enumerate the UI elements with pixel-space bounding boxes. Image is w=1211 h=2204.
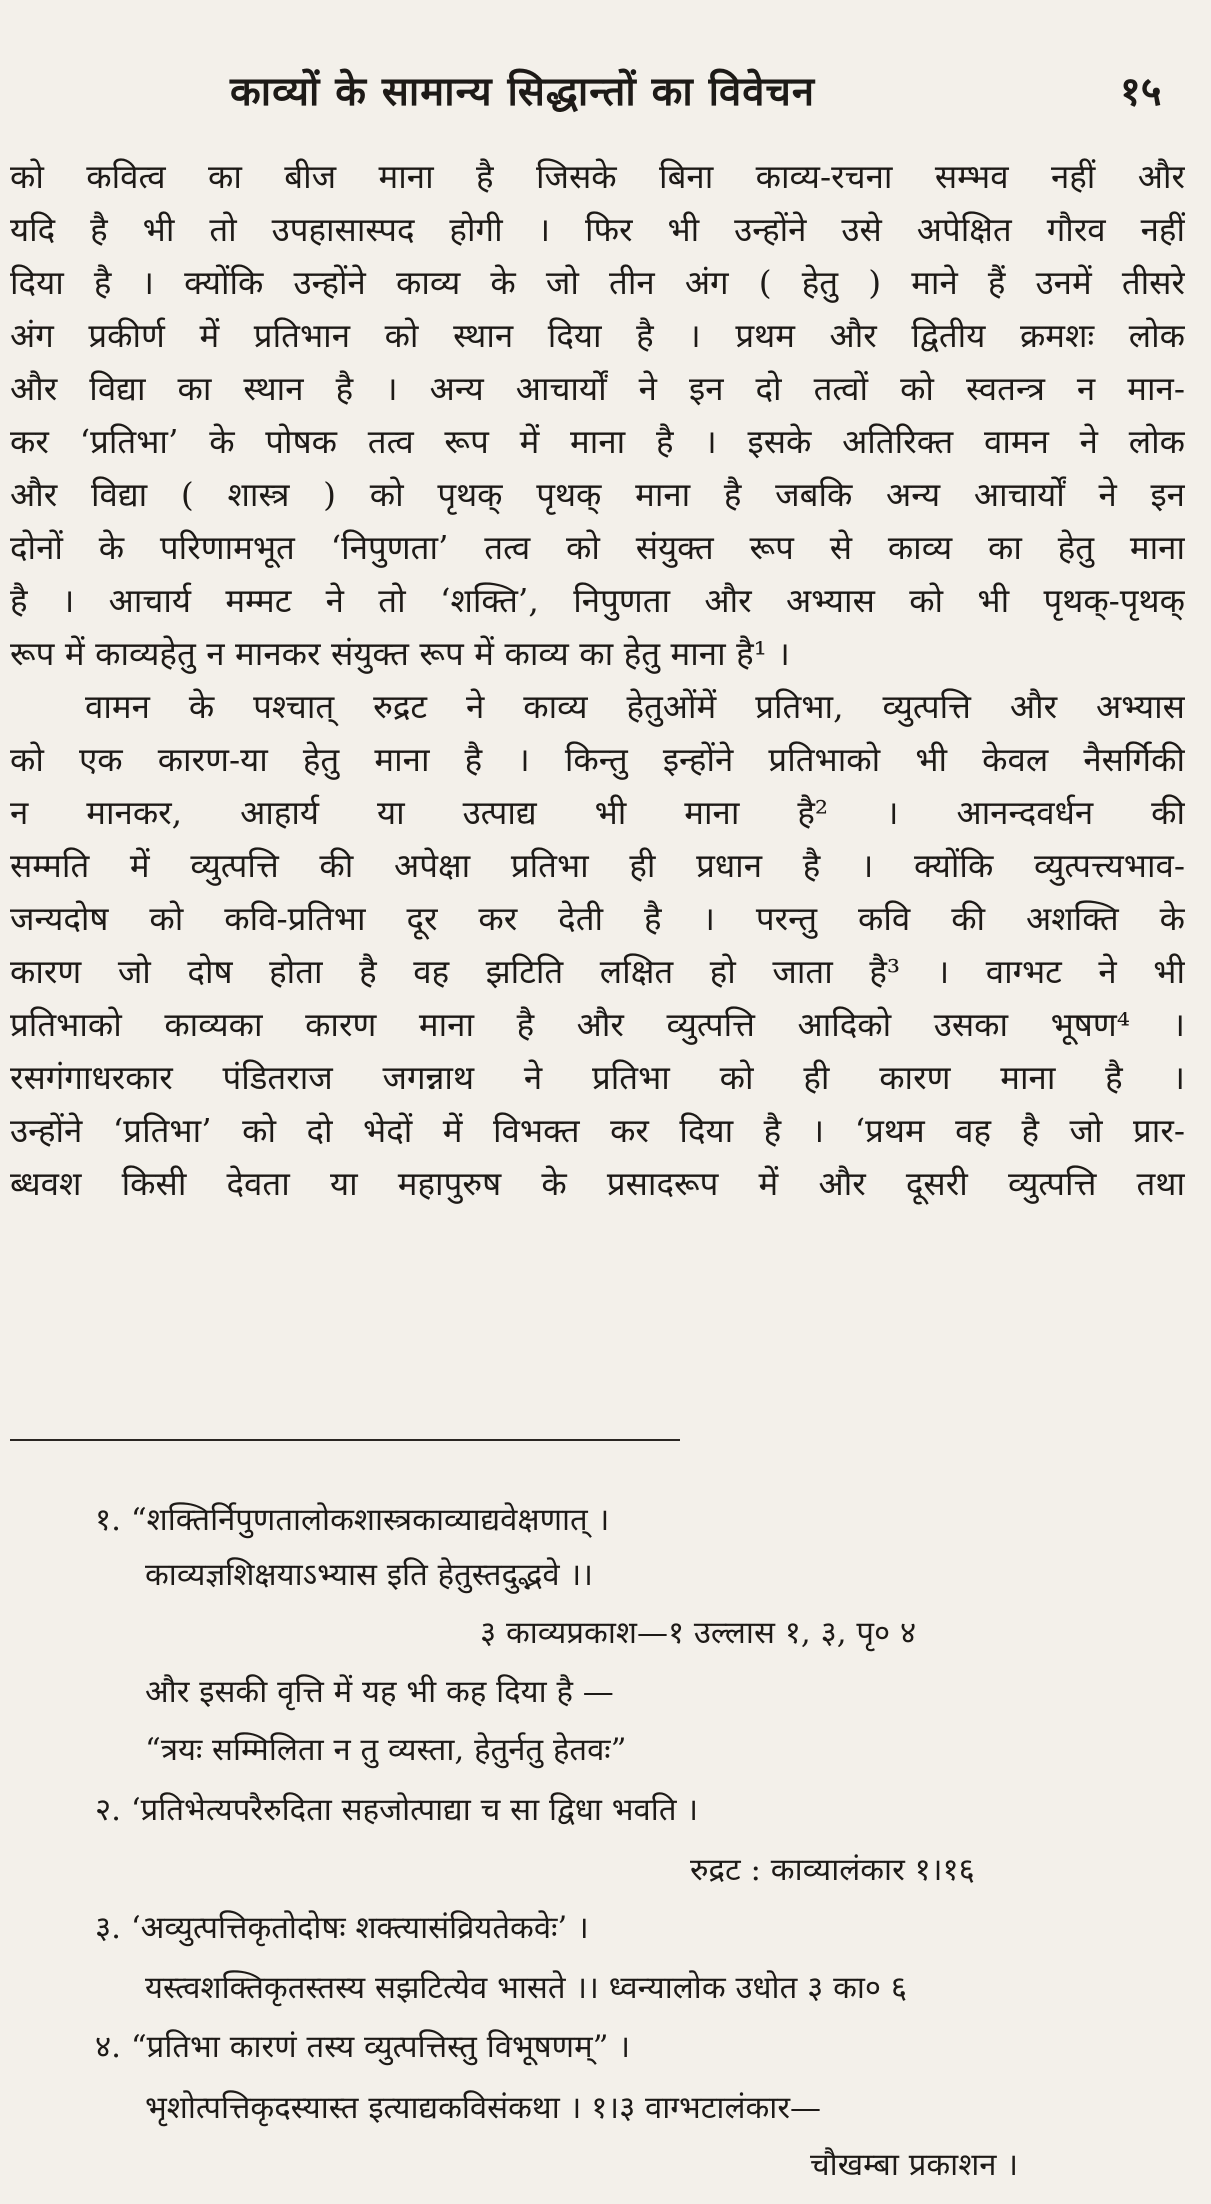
footnote-1-verse-line-2: काव्यज्ञशिक्षयाऽभ्यास इति हेतुस्तदुद्भवे ।।	[145, 1557, 593, 1593]
text-line: यदि है भी तो उपहासास्पद होगी । फिर भी उन्होंने उसे अपेक्षित गौरव नहीं	[10, 210, 1185, 249]
text-line: रसगंगाधरकार पंडितराज जगन्नाथ ने प्रतिभा को ही कारण माना है ।	[10, 1058, 1185, 1097]
text-line: और विद्या का स्थान है । अन्य आचार्यों ने इन दो तत्वों को स्वतन्त्र न मान-	[10, 369, 1185, 408]
text-line: प्रतिभाको काव्यका कारण माना है और व्युत्पत्ति आदिको उसका भूषण⁴ ।	[10, 1005, 1185, 1044]
text-line: उन्होंने ‘प्रतिभा’ को दो भेदों में विभक्त कर दिया है । ‘प्रथम वह है जो प्रार-	[10, 1111, 1185, 1150]
footnote-1-note: और इसकी वृत्ति में यह भी कह दिया है —	[145, 1674, 614, 1710]
page-header	[0, 62, 1211, 132]
footnote-1-source: ३ काव्यप्रकाश—१ उल्लास १, ३, पृ० ४	[480, 1615, 917, 1651]
body-text	[10, 150, 1185, 1210]
paragraph-start-line: वामन के पश्चात् रुद्रट ने काव्य हेतुओंमें प्रतिभा, व्युत्पत्ति और अभ्यास	[85, 687, 1185, 726]
text-line: कर ‘प्रतिभा’ के पोषक तत्व रूप में माना है । इसके अतिरिक्त वामन ने लोक	[10, 422, 1185, 461]
text-line: ब्धवश किसी देवता या महापुरुष के प्रसादरूप में और दूसरी व्युत्पत्ति तथा	[10, 1164, 1185, 1203]
footnote-2-verse: २. ‘प्रतिभेत्यपरैरुदिता सहजोत्पाद्या च सा द्विधा भवति ।	[95, 1792, 699, 1828]
text-line: को कवित्व का बीज माना है जिसके बिना काव्य-रचना सम्भव नहीं और	[10, 157, 1185, 196]
running-title: काव्यों के सामान्य सिद्धान्तों का विवेचन	[230, 68, 816, 115]
footnote-2-source: रुद्रट : काव्यालंकार १।१६	[690, 1852, 975, 1888]
text-line: अंग प्रकीर्ण में प्रतिभान को स्थान दिया है । प्रथम और द्वितीय क्रमशः लोक	[10, 316, 1185, 355]
text-line: दोनों के परिणामभूत ‘निपुणता’ तत्व को संयुक्त रूप से काव्य का हेतु माना	[10, 528, 1185, 567]
footnote-divider	[10, 1439, 680, 1441]
text-line: रूप में काव्यहेतु न मानकर संयुक्त रूप में काव्य का हेतु माना है¹ ।	[10, 634, 790, 673]
page-number: १५	[1120, 68, 1162, 115]
text-line: न मानकर, आहार्य या उत्पाद्य भी माना है² । आनन्दवर्धन की	[10, 793, 1185, 832]
footnote-1-quote: “त्रयः सम्मिलिता न तु व्यस्ता, हेतुर्नतु हेतवः”	[145, 1732, 627, 1768]
text-line: दिया है । क्योंकि उन्होंने काव्य के जो तीन अंग ( हेतु ) माने हैं उनमें तीसरे	[10, 263, 1185, 302]
footnote-4-verse: ४. “प्रतिभा कारणं तस्य व्युत्पत्तिस्तु विभूषणम्” ।	[95, 2029, 631, 2065]
text-line: और विद्या ( शास्त्र ) को पृथक् पृथक् माना है जबकि अन्य आचार्यों ने इन	[10, 475, 1185, 514]
footnote-4-source-line-1: भृशोत्पत्तिकृदस्यास्त इत्याद्यकविसंकथा । १।३ वाग्भटालंकार—	[145, 2090, 821, 2126]
text-line: जन्यदोष को कवि-प्रतिभा दूर कर देती है । परन्तु कवि की अशक्ति के	[10, 899, 1185, 938]
footnote-1-verse-line-1: १. “शक्तिर्निपुणतालोकशास्त्रकाव्याद्यवेक्षणात् ।	[95, 1502, 610, 1538]
footnote-4-source-line-2: चौखम्बा प्रकाशन ।	[810, 2147, 1019, 2183]
text-line: को एक कारण-या हेतु माना है । किन्तु इन्होंने प्रतिभाको भी केवल नैसर्गिकी	[10, 740, 1185, 779]
text-line: सम्मति में व्युत्पत्ति की अपेक्षा प्रतिभा ही प्रधान है । क्योंकि व्युत्पत्त्यभाव-	[10, 846, 1185, 885]
text-line: कारण जो दोष होता है वह झटिति लक्षित हो जाता है³ । वाग्भट ने भी	[10, 952, 1185, 991]
footnote-3-verse-line-2: यस्त्वशक्तिकृतस्तस्य सझटित्येव भासते ।। ध्वन्यालोक उधोत ३ का० ६	[145, 1970, 908, 2006]
footnote-3-verse-line-1: ३. ‘अव्युत्पत्तिकृतोदोषः शक्त्यासंव्रियतेकवेः’ ।	[95, 1910, 589, 1946]
text-line: है । आचार्य मम्मट ने तो ‘शक्ति’, निपुणता और अभ्यास को भी पृथक्-पृथक्	[10, 581, 1185, 620]
